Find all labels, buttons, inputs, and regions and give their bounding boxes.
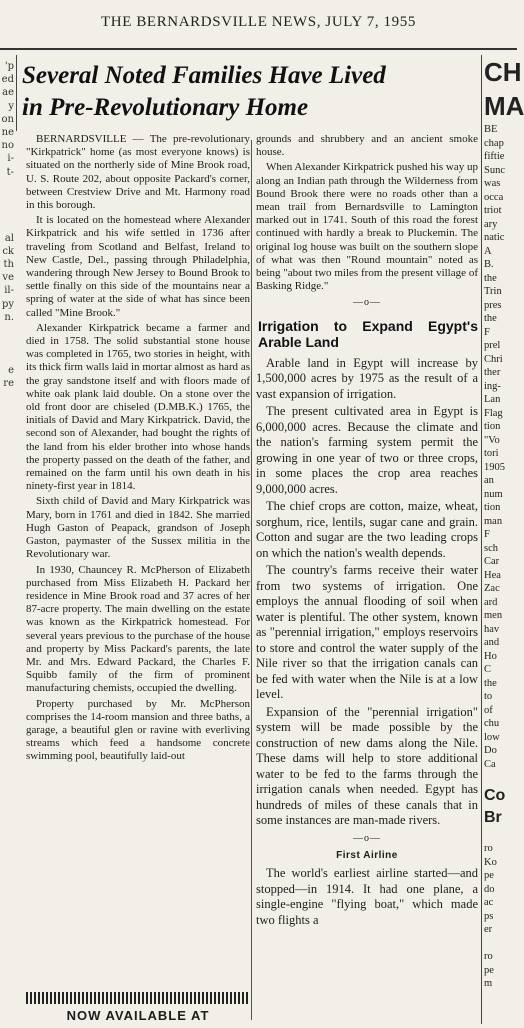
right-fragment-line: F — [484, 326, 490, 338]
right-fragment-line: tori — [484, 448, 499, 459]
left-fragment-line: 'p — [4, 61, 14, 72]
left-fragment-line: ck — [2, 245, 14, 257]
right-fragment-line: Zac — [484, 583, 500, 594]
right-fragment-line: Br — [484, 808, 502, 826]
left-fragment-line — [0, 218, 14, 231]
kirkpatrick-article-column-1 — [26, 133, 250, 978]
right-fragment-line: 1905 — [484, 461, 505, 473]
right-fragment-line: er — [484, 924, 493, 935]
right-fragment-line: to — [484, 691, 493, 702]
right-fragment-line — [484, 771, 517, 785]
article-paragraph: BERNARDSVILLE — The pre-revolutionary "Kirkpatrick" home (as most everyone knows) is situated on the northerly side of Mine Brook road, U. S. Route 202, about opposite Packard's corner, between Crestview Drive and Mt. Harmony road in this borough. — [26, 133, 250, 212]
right-headline-fragment: CH — [484, 57, 522, 87]
right-fragment-line: "Vo — [484, 434, 500, 446]
column-rule — [251, 140, 252, 1020]
left-fragment-line: ed — [1, 74, 14, 86]
right-fragment-line: fiftie — [484, 151, 505, 162]
article-paragraph: In 1930, Chauncey R. McPherson of Elizabeth purchased from Miss Elizabeth H. Packard her residence in Mine Brook road and 37 acres of her 87-acre property. The main dwelling on the estate was known as the Kirkpatrick homestead. For several years previous to the purchase of the house and property by Miss Packard's parents, the late Mr. and Mrs. Edward Packard, the Charles F. Squibb family of the firm of prominent manufacturing chemists, occupied the dwelling. — [26, 563, 250, 695]
right-fragment-line: F — [484, 529, 490, 540]
left-fragment-line: ae — [2, 87, 14, 99]
right-fragment-line: Car — [484, 556, 500, 567]
right-fragment-line: m — [484, 978, 493, 989]
right-fragment-lines — [484, 123, 517, 991]
left-fragment-line: t- — [6, 166, 14, 178]
article-paragraph: The chief crops are cotton, maize, wheat, sorghum, rice, lentils, sugar cane and grain. Cotton and sugar are the two leading crops on which the nation's wealth depends. — [256, 499, 478, 560]
left-fragment-line — [0, 337, 14, 350]
left-fragment-line: al — [4, 232, 14, 244]
article-paragraph: Sixth child of David and Mary Kirkpatrick was Mary, born in 1761 and died in 1842. She married Hugh Gaston of Peapack, grandson of Joseph Gaston, paymaster of the Sussex militia in the Revolutionary war. — [26, 495, 250, 561]
article-paragraph: The world's earliest airline started—and stopped—in 1914. It had one plane, a single-engine "flying boat," which made two flights a — [256, 866, 478, 927]
right-fragment-line: an — [484, 475, 494, 486]
right-fragment-line: ro — [484, 951, 493, 962]
right-fragment-line: C — [484, 664, 492, 675]
left-fragment-line: on — [1, 113, 14, 125]
right-fragment-line: the — [484, 313, 497, 324]
right-fragment-line: prel — [484, 340, 501, 351]
right-fragment-line: ing- — [484, 380, 501, 392]
right-fragment-line: ro — [484, 843, 493, 854]
right-fragment-line: Lan — [484, 394, 501, 405]
right-fragment-line: sch — [484, 542, 498, 554]
article-paragraph: It is located on the homestead where Alexander Kirkpatrick and his wife settled in 1736 after traveling from Scotland and Belfast, Ireland to New Castle, Del., passing through Philadelphia, wandering through New Jersey to Bound Brook to settle finally on this side of the mountains near a spring of water at the side of what has since been called "Mine Brook." — [26, 214, 250, 319]
right-fragment-line: B. — [484, 259, 494, 270]
left-fragment-line: il- — [4, 285, 14, 297]
right-fragment-line: ard — [484, 596, 498, 608]
left-fragment-line: i- — [7, 153, 14, 165]
left-fragment-line: py — [1, 298, 14, 310]
article-continuation: When Alexander Kirkpatrick pushed his way up along an Indian path through the Wilderness from Bound Brook there were no roads other than a mean trail from Bernardsville to Lamington marked out in 1741. South of this road the forest continued with hardly a break to Pluckemin. The original log house was built on the southern slope of what was then "Round mountain" noted as being "about two miles from the present village of Basking Ridge." — [256, 161, 478, 293]
right-fragment-line: man — [484, 515, 503, 527]
right-fragment-line: pres — [484, 299, 502, 311]
article-paragraph: Alexander Kirkpatrick became a farmer and died in 1758. The solid substantial stone house was completed in 1765, two stories in height, with its thick firm walls laid in mortar almost as hard as the gray sandstone itself and with floors made of white oak plank laid double. On a stone over the old front door are chiseled (D.MB.K.) 1765, the initials of David and Mary Kirkpatrick. David, the second son of Alexander, had bought the rights of the land from his elder brother into whose hands the property passed on the death of the father, and remained on the farm until his own death in his ninety-first year in 1814. — [26, 321, 250, 493]
left-fragment-line — [0, 324, 14, 337]
right-fragment-line: Trin — [484, 286, 502, 297]
right-fragment-line: hav — [484, 623, 500, 635]
left-fragment-line: no — [1, 140, 14, 152]
page-headline — [22, 60, 480, 124]
right-fragment-line: do — [484, 883, 495, 895]
egypt-headline: Irrigation to Expand Egypt's Arable Land — [258, 317, 478, 350]
right-fragment-line: natic — [484, 232, 505, 243]
left-fragment-line: ne — [1, 127, 14, 139]
left-fragment-line: th — [3, 259, 14, 271]
right-fragment-line — [484, 829, 517, 843]
right-fragment-line: BE — [484, 124, 498, 135]
story-separator: —o— — [353, 832, 381, 844]
right-fragment-line: triot — [484, 205, 502, 216]
masthead-rule — [0, 48, 517, 50]
right-fragment-line: pe — [484, 964, 494, 976]
right-fragment-line: chap — [484, 137, 504, 149]
ad-banner-border — [26, 992, 250, 1004]
left-fragment-line — [0, 192, 14, 205]
right-fragment-line: and — [484, 637, 500, 648]
article-paragraph: Property purchased by Mr. McPherson comprises the 14-room mansion and three baths, a garage, a beautiful glen or ravine with everliving streams which feed a handsome concrete swimming pool, beautifully laid-out — [26, 697, 250, 763]
right-fragment-line: Sunc — [484, 164, 505, 176]
left-fragment-line: re — [3, 377, 14, 389]
right-fragment-line: low — [484, 731, 500, 743]
article-column-2 — [256, 133, 478, 1028]
story-separator: —o— — [353, 297, 381, 309]
right-fragment-line: was — [484, 178, 501, 189]
right-fragment-line: of — [484, 704, 493, 716]
left-fragment-line — [0, 179, 14, 192]
right-fragment-line: Flag — [484, 407, 503, 419]
article-paragraph: Arable land in Egypt will increase by 1,500,000 acres by 1975 as the result of a vast expansion of irrigation. — [256, 355, 478, 401]
right-fragment-line: chu — [484, 718, 500, 729]
right-fragment-line: Co — [484, 786, 506, 804]
right-fragment-line: ps — [484, 910, 494, 922]
masthead: THE BERNARDSVILLE NEWS, JULY 7, 1955 — [101, 14, 416, 30]
right-fragment-line: ther — [484, 367, 501, 378]
right-fragment-line: num — [484, 488, 503, 500]
right-fragment-line: pe — [484, 870, 494, 881]
right-fragment-line: Ko — [484, 856, 497, 868]
airline-article — [256, 866, 478, 928]
left-fragment-line: e — [8, 364, 14, 376]
left-fragment-line: ve — [2, 272, 14, 284]
right-headline-fragment: MA — [484, 91, 524, 121]
right-fragment-line: the — [484, 677, 497, 689]
airline-headline: First Airline — [336, 849, 398, 861]
right-fragment-line: A — [484, 245, 492, 257]
right-fragment-line: Chri — [484, 353, 503, 365]
headline-line-1: Several Noted Families Have Lived — [22, 62, 386, 89]
right-fragment-line: occa — [484, 191, 504, 203]
article-continuation: grounds and shrubbery and an ancient smoke house. — [256, 133, 478, 159]
article-paragraph: Expansion of the "perennial irrigation" system will be made possible by the construction of new dams along the Nile. These dams will help to store additional water to be fed to the farms through the irrigation canals when needed. Egypt has hundreds of miles of these canals that in some instances are man-made rivers. — [256, 704, 478, 828]
egypt-article — [256, 356, 478, 829]
right-fragment-line: tion — [484, 421, 501, 432]
right-fragment-line: Ca — [484, 758, 496, 770]
right-fragment-line — [484, 937, 517, 951]
column-rule — [481, 55, 482, 1024]
ad-banner-text: NOW AVAILABLE AT — [66, 1008, 210, 1023]
right-fragment-line: ac — [484, 897, 494, 908]
headline-line-2: in Pre-Revolutionary Home — [22, 94, 309, 121]
right-fragment-line: the — [484, 272, 497, 284]
right-fragment-line: Ho — [484, 650, 497, 662]
left-fragment-line — [0, 205, 14, 218]
right-fragment-line: ary — [484, 218, 498, 230]
right-fragment-line: men — [484, 610, 503, 621]
left-fragment-line — [0, 350, 14, 363]
right-column-fragment — [484, 55, 524, 1024]
left-column-fragment — [0, 60, 14, 400]
left-fragment-line: n. — [4, 311, 14, 323]
article-paragraph: The present cultivated area in Egypt is 6,000,000 acres. Because the climate and the nation's farming system permit the growing in one year of two or three crops, in some places the crop area reaches 9,000,000 acres. — [256, 404, 478, 496]
left-fragment-line: y — [8, 100, 14, 112]
right-fragment-line: tion — [484, 502, 501, 513]
right-fragment-line: Hea — [484, 569, 501, 581]
article-paragraph: The country's farms receive their water from two systems of irrigation. One employs the annual flooding of soil when water is plentiful. The other system, known as "perennial irrigation," employs reservoirs to store and control the water supply of the Nile river so that the irrigation canals can be fed with water when the Nile is at a low level. — [256, 563, 478, 702]
right-fragment-line: Do — [484, 745, 497, 756]
